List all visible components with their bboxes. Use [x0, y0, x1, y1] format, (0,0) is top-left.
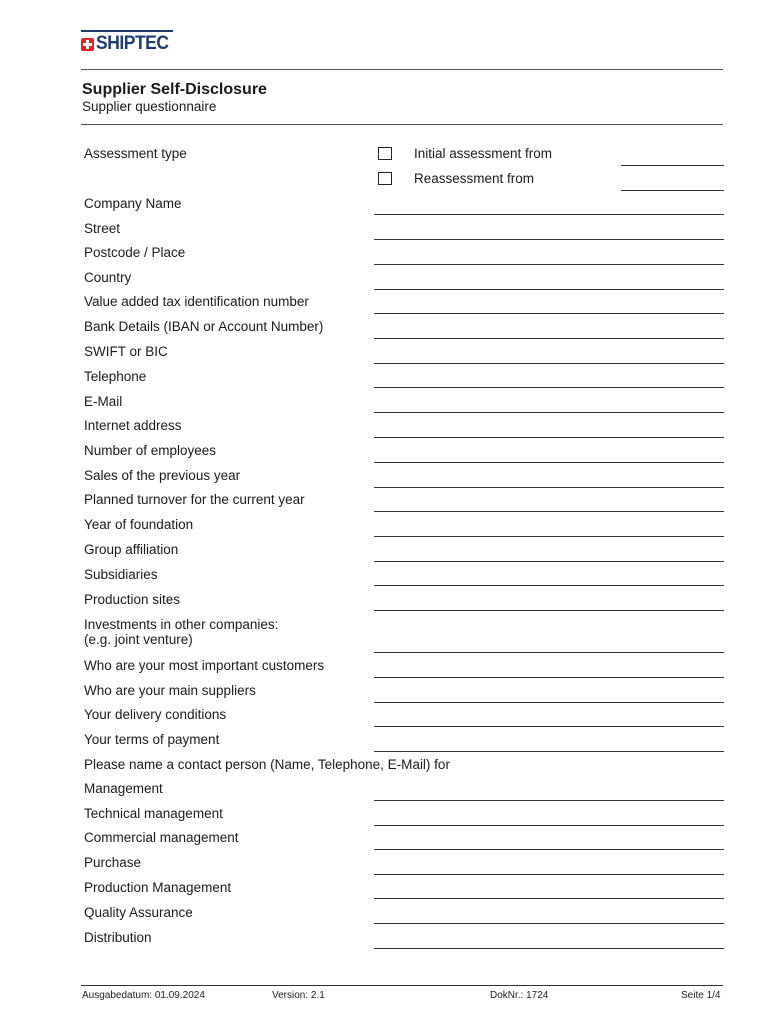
logo-bar — [81, 30, 173, 32]
document-subtitle: Supplier questionnaire — [82, 99, 217, 114]
contact-role-label: Technical management — [84, 806, 223, 821]
footer-divider — [81, 985, 723, 986]
management-contact-field[interactable] — [374, 800, 724, 801]
purchase-contact-field[interactable] — [374, 874, 724, 875]
investments-example-label: (e.g. joint venture) — [84, 632, 193, 647]
field-label: Group affiliation — [84, 542, 179, 557]
internet-address-field[interactable] — [374, 437, 724, 438]
field-label: Subsidiaries — [84, 567, 158, 582]
postcode-place-field[interactable] — [374, 264, 724, 265]
reassessment-date-field[interactable] — [621, 190, 724, 191]
field-label: Value added tax identification number — [84, 294, 309, 309]
contact-intro: Please name a contact person (Name, Telephone, E-Mail) for — [84, 757, 450, 772]
initial-assessment-date-field[interactable] — [621, 165, 724, 166]
footer-date: Ausgabedatum: 01.09.2024 — [82, 990, 205, 1001]
swiss-cross-icon — [81, 38, 94, 51]
field-label: SWIFT or BIC — [84, 344, 168, 359]
field-label: Company Name — [84, 196, 182, 211]
company-name-field[interactable] — [374, 214, 724, 215]
assessment-type-label: Assessment type — [84, 146, 187, 161]
initial-assessment-checkbox[interactable] — [378, 147, 392, 160]
field-label: Year of foundation — [84, 517, 194, 532]
bank-details-field[interactable] — [374, 338, 724, 339]
field-label: Postcode / Place — [84, 245, 186, 260]
field-label: Country — [84, 270, 132, 285]
group-affiliation-field[interactable] — [374, 561, 724, 562]
delivery-conditions-field[interactable] — [374, 726, 724, 727]
field-label: Your terms of payment — [84, 732, 220, 747]
quality-assurance-contact-field[interactable] — [374, 923, 724, 924]
reassessment-checkbox[interactable] — [378, 172, 392, 185]
field-label: Production sites — [84, 592, 181, 607]
contact-role-label: Distribution — [84, 930, 152, 945]
document-title: Supplier Self-Disclosure — [82, 81, 267, 98]
investments-label: Investments in other companies: — [84, 617, 279, 632]
field-label: Internet address — [84, 418, 182, 433]
contact-role-label: Quality Assurance — [84, 905, 193, 920]
initial-assessment-label: Initial assessment from — [414, 146, 553, 161]
logo-text: SHIPTEC — [96, 33, 169, 54]
field-label: E-Mail — [84, 394, 123, 409]
contact-role-label: Production Management — [84, 880, 232, 895]
reassessment-label: Reassessment from — [414, 171, 535, 186]
field-label: Your delivery conditions — [84, 707, 227, 722]
swift-bic-field[interactable] — [374, 363, 724, 364]
investments-field[interactable] — [374, 652, 724, 653]
street-field[interactable] — [374, 239, 724, 240]
customers-field[interactable] — [374, 677, 724, 678]
field-label: Street — [84, 221, 121, 236]
title-divider — [81, 124, 723, 125]
contact-role-label: Commercial management — [84, 830, 239, 845]
footer-page-number: Seite 1/4 — [681, 990, 721, 1001]
footer-version: Version: 2.1 — [272, 990, 325, 1001]
year-of-foundation-field[interactable] — [374, 536, 724, 537]
footer-doc-number: DokNr.: 1724 — [490, 990, 549, 1001]
field-label: Who are your most important customers — [84, 658, 325, 673]
technical-management-contact-field[interactable] — [374, 825, 724, 826]
field-label: Who are your main suppliers — [84, 683, 256, 698]
production-management-contact-field[interactable] — [374, 898, 724, 899]
country-field[interactable] — [374, 289, 724, 290]
commercial-management-contact-field[interactable] — [374, 849, 724, 850]
terms-of-payment-field[interactable] — [374, 751, 724, 752]
production-sites-field[interactable] — [374, 610, 724, 611]
header-divider — [81, 69, 723, 70]
contact-role-label: Management — [84, 781, 163, 796]
field-label: Planned turnover for the current year — [84, 492, 305, 507]
field-label: Telephone — [84, 369, 147, 384]
contact-role-label: Purchase — [84, 855, 142, 870]
vat-id-field[interactable] — [374, 313, 724, 314]
sales-previous-year-field[interactable] — [374, 487, 724, 488]
telephone-field[interactable] — [374, 387, 724, 388]
subsidiaries-field[interactable] — [374, 585, 724, 586]
email-field[interactable] — [374, 412, 724, 413]
planned-turnover-field[interactable] — [374, 511, 724, 512]
employees-field[interactable] — [374, 462, 724, 463]
suppliers-field[interactable] — [374, 702, 724, 703]
field-label: Sales of the previous year — [84, 468, 241, 483]
field-label: Number of employees — [84, 443, 217, 458]
field-label: Bank Details (IBAN or Account Number) — [84, 319, 324, 334]
distribution-contact-field[interactable] — [374, 948, 724, 949]
